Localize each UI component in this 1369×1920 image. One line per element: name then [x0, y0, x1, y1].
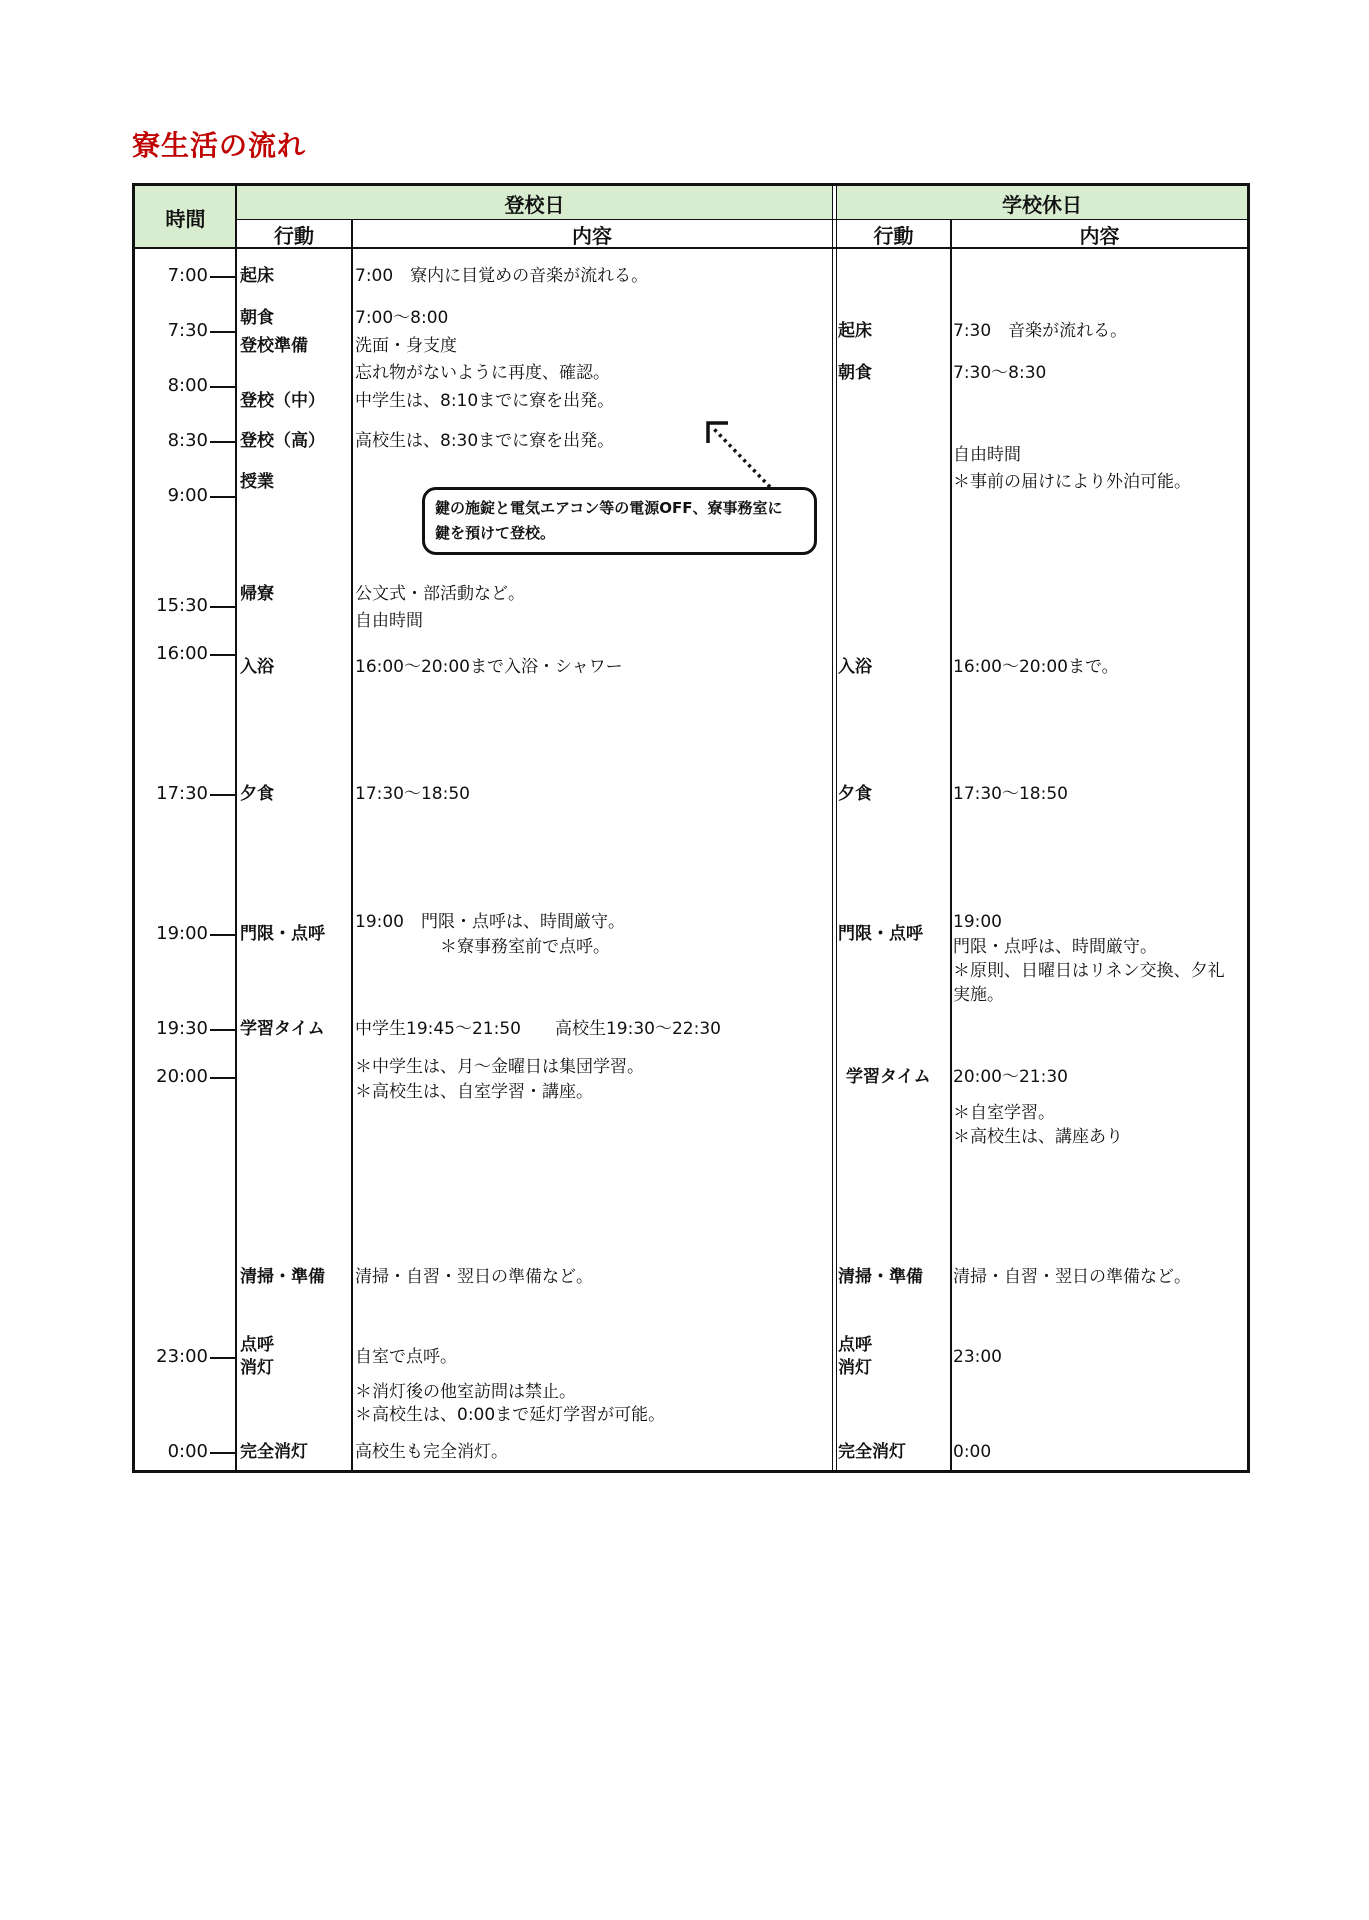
sd-content: 17:30～18:50: [355, 784, 470, 804]
time-tick: [210, 1452, 236, 1454]
hd-action: 夕食: [838, 784, 872, 804]
time-tick: [210, 606, 236, 608]
sd-action: 登校（中）: [240, 391, 325, 411]
time-label: 20:00: [156, 1066, 208, 1087]
time-tick: [210, 934, 236, 936]
callout-line-1: 鍵の施錠と電気エアコン等の電源OFF、寮事務室に: [435, 499, 783, 517]
time-tick: [210, 1357, 236, 1359]
time-tick: [210, 276, 236, 278]
time-label: 15:30: [156, 595, 208, 616]
header-hd-content: 内容: [1079, 224, 1120, 248]
sd-content: ＊消灯後の他室訪問は禁止。: [355, 1382, 576, 1402]
hd-content: 清掃・自習・翌日の準備など。: [953, 1267, 1191, 1287]
page-title: 寮生活の流れ: [132, 129, 307, 162]
sd-action: 登校（高）: [240, 431, 325, 451]
time-tick: [210, 1077, 236, 1079]
time-tick: [210, 654, 236, 656]
hd-action: 清掃・準備: [838, 1267, 923, 1287]
sd-action: 登校準備: [240, 336, 308, 356]
sd-content: 19:00 門限・点呼は、時間厳守。: [355, 912, 625, 932]
hd-content: ＊自室学習。: [953, 1103, 1055, 1123]
sd-content: 洗面・身支度: [355, 336, 457, 356]
callout-note: [422, 487, 817, 555]
hd-action: 完全消灯: [838, 1442, 906, 1462]
sd-action: 入浴: [240, 657, 274, 677]
time-label: 9:00: [167, 485, 208, 506]
divider-hd-action: [950, 219, 952, 1473]
header-sd-content: 内容: [572, 224, 612, 248]
sd-content: 清掃・自習・翌日の準備など。: [355, 1267, 593, 1287]
sd-content: 自室で点呼。: [355, 1347, 457, 1367]
sd-content: 自由時間: [355, 611, 423, 631]
sd-action: 夕食: [240, 784, 274, 804]
time-tick: [210, 794, 236, 796]
hd-content: 門限・点呼は、時間厳守。: [953, 937, 1157, 957]
sd-content: ＊中学生は、月～金曜日は集団学習。: [355, 1057, 644, 1077]
hd-content: 19:00: [953, 912, 1002, 932]
sd-action: 消灯: [240, 1358, 274, 1378]
time-tick: [210, 496, 236, 498]
sd-content: ＊寮事務室前で点呼。: [440, 937, 610, 957]
time-tick: [210, 331, 236, 333]
sd-action: 清掃・準備: [240, 1267, 325, 1287]
sd-action: 起床: [240, 266, 274, 286]
sd-content: 公文式・部活動など。: [355, 584, 525, 604]
header-holiday: 学校休日: [1002, 193, 1082, 217]
hd-content: 7:30 音楽が流れる。: [953, 321, 1128, 341]
hd-content: 0:00: [953, 1442, 992, 1462]
sd-content: 中学生19:45～21:50 高校生19:30～22:30: [355, 1019, 721, 1039]
hd-content: ＊原則、日曜日はリネン交換、夕礼: [953, 961, 1225, 981]
hd-content: 7:30～8:30: [953, 363, 1047, 383]
sd-content: 7:00～8:00: [355, 308, 449, 328]
callout-arrow: [700, 415, 780, 495]
sd-action: 完全消灯: [240, 1442, 308, 1462]
time-tick: [210, 441, 236, 443]
sd-content: 16:00～20:00まで入浴・シャワー: [355, 657, 623, 677]
time-label: 8:00: [167, 375, 208, 396]
time-label: 17:30: [156, 783, 208, 804]
sd-content: 高校生は、8:30までに寮を出発。: [355, 431, 615, 451]
hd-content: 17:30～18:50: [953, 784, 1068, 804]
header-hd-action: 行動: [873, 224, 914, 248]
sd-content: ＊高校生は、0:00まで延灯学習が可能。: [355, 1405, 666, 1425]
time-tick: [210, 386, 236, 388]
time-label: 16:00: [156, 643, 208, 664]
callout-line-2: 鍵を預けて登校。: [435, 524, 556, 542]
hd-content: ＊事前の届けにより外泊可能。: [953, 472, 1191, 492]
sd-action: 授業: [240, 472, 274, 492]
header-time: 時間: [165, 207, 206, 231]
divider-sd-action: [351, 219, 353, 1473]
divider-middle: [832, 183, 837, 1473]
header-school-day: 登校日: [504, 193, 565, 217]
hd-content: 実施。: [953, 985, 1004, 1005]
time-label: 23:00: [156, 1346, 208, 1367]
hd-action: 学習タイム: [846, 1067, 931, 1087]
sd-action: 門限・点呼: [240, 924, 325, 944]
hd-content: 20:00～21:30: [953, 1067, 1068, 1087]
sd-action: 帰寮: [240, 584, 274, 604]
hd-content: 23:00: [953, 1347, 1002, 1367]
time-label: 7:00: [167, 265, 208, 286]
sd-content: 忘れ物がないように再度、確認。: [355, 363, 610, 383]
sd-action: 点呼: [240, 1335, 274, 1355]
time-label: 0:00: [167, 1441, 208, 1462]
hd-action: 朝食: [838, 363, 872, 383]
hd-action: 起床: [838, 321, 872, 341]
hd-action: 入浴: [838, 657, 872, 677]
sd-content: ＊高校生は、自室学習・講座。: [355, 1082, 593, 1102]
sd-action: 学習タイム: [240, 1019, 325, 1039]
time-tick: [210, 1029, 236, 1031]
hd-content: 自由時間: [953, 445, 1021, 465]
header-sd-action: 行動: [274, 224, 314, 248]
sd-content: 7:00 寮内に目覚めの音楽が流れる。: [355, 266, 649, 286]
hd-content: 16:00～20:00まで。: [953, 657, 1119, 677]
time-label: 19:00: [156, 923, 208, 944]
hd-action: 消灯: [838, 1358, 872, 1378]
sd-content: 中学生は、8:10までに寮を出発。: [355, 391, 615, 411]
time-label: 7:30: [167, 320, 208, 341]
hd-action: 点呼: [838, 1335, 872, 1355]
sd-content: 高校生も完全消灯。: [355, 1442, 508, 1462]
hd-content: ＊高校生は、講座あり: [953, 1127, 1123, 1147]
divider-time: [235, 183, 237, 1473]
hd-action: 門限・点呼: [838, 924, 923, 944]
sd-action: 朝食: [240, 308, 274, 328]
time-label: 8:30: [167, 430, 208, 451]
time-label: 19:30: [156, 1018, 208, 1039]
